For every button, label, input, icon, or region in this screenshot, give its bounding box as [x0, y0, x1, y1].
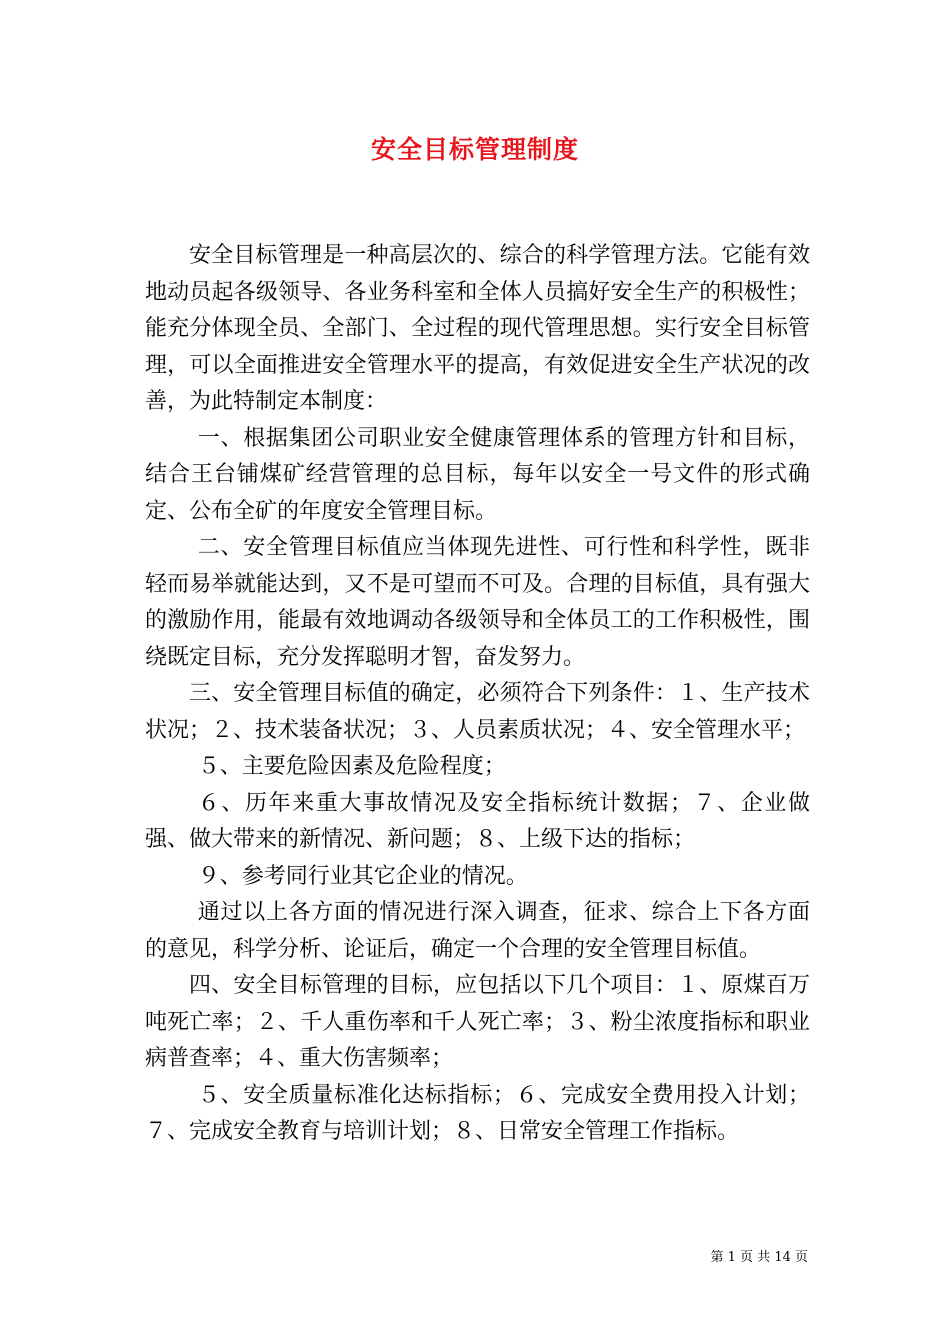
- paragraph-item-4-5: ５、安全质量标准化达标指标；６、完成安全费用投入计划；７、完成安全教育与培训计划；８、日常安全管理工作指标。: [145, 1082, 810, 1144]
- paragraph-item-2: 二、安全管理目标值应当体现先进性、可行性和科学性，既非轻而易举就能达到，又不是可望而不可及。合理的目标值，具有强大的激励作用，能最有效地调动各级领导和全体员工的工作积极性，围绕既定目标，充分发挥聪明才智，奋发努力。: [145, 535, 810, 670]
- paragraph-item-3-9: ９、参考同行业其它企业的情况。: [197, 863, 528, 889]
- page-number-footer: 第 1 页 共 14 页: [710, 1250, 808, 1265]
- document-body: [145, 238, 810, 1151]
- document-title: 安全目标管理制度: [370, 135, 579, 164]
- paragraph-intro: 安全目标管理是一种高层次的、综合的科学管理方法。它能有效地动员起各级领导、各业务科室和全体人员搞好安全生产的积极性；能充分体现全员、全部门、全过程的现代管理思想。实行安全目标管理，可以全面推进安全管理水平的提高，有效促进安全生产状况的改善，为此特制定本制度：: [145, 243, 810, 414]
- paragraph-summary: 通过以上各方面的情况进行深入调查，征求、综合上下各方面的意见，科学分析、论证后，确定一个合理的安全管理目标值。: [145, 900, 810, 962]
- paragraph-item-1: 一、根据集团公司职业安全健康管理体系的管理方针和目标，结合王台铺煤矿经营管理的总目标，每年以安全一号文件的形式确定、公布全矿的年度安全管理目标。: [145, 425, 810, 524]
- paragraph-item-4: 四、安全目标管理的目标，应包括以下几个项目：１、原煤百万吨死亡率；２、千人重伤率和千人死亡率；３、粉尘浓度指标和职业病普查率；４、重大伤害频率；: [145, 973, 810, 1071]
- paragraph-item-3-5: ５、主要危险因素及危险程度；: [197, 754, 506, 779]
- paragraph-item-3-6: ６、历年来重大事故情况及安全指标统计数据；７、企业做强、做大带来的新情况、新问题；８、上级下达的指标；: [145, 790, 810, 852]
- paragraph-item-3: 三、安全管理目标值的确定，必须符合下列条件：１、生产技术状况；２、技术装备状况；３、人员素质状况；４、安全管理水平；: [145, 681, 810, 743]
